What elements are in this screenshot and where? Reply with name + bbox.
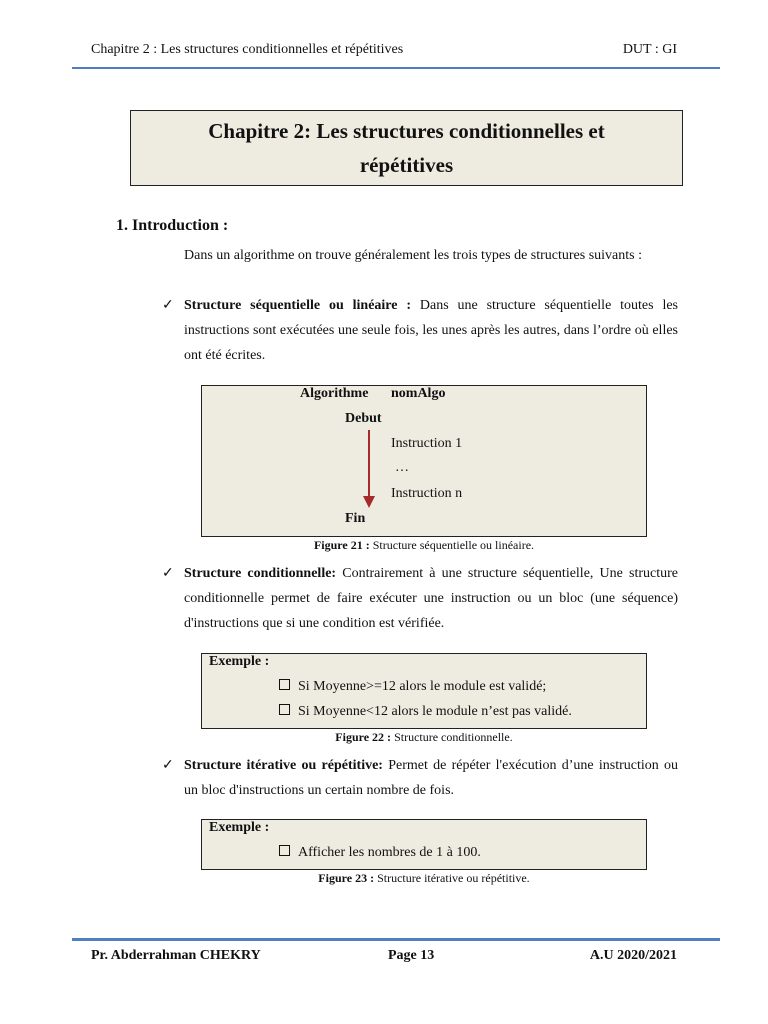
exemple-label: Exemple :: [209, 654, 270, 669]
example-item: Si Moyenne>=12 alors le module est validé;: [279, 679, 546, 695]
check-icon: ✓: [162, 566, 174, 581]
exemple-label: Exemple :: [209, 820, 270, 835]
checkbox-square-icon: [279, 845, 290, 856]
checkbox-square-icon: [279, 704, 290, 715]
algo-name: nomAlgo: [391, 386, 446, 401]
figure-21-caption: Figure 21 : Structure séquentielle ou linéaire.: [313, 538, 535, 552]
bullet-sequential-label: Structure séquentielle ou linéaire :: [184, 298, 412, 313]
running-header-program: DUT : GI: [622, 42, 677, 57]
example-item: Afficher les nombres de 1 à 100.: [279, 845, 481, 861]
bullet-conditional-label: Structure conditionnelle:: [184, 566, 337, 581]
chapter-title-line2: répétitives: [359, 153, 454, 177]
instruction-ellipsis: …: [395, 460, 409, 475]
figure-22-caption: Figure 22 : Structure conditionnelle.: [335, 730, 513, 744]
bullet-sequential-text: Dans une structure séquentielle toutes les instructions sont exécutées une seule fois, les unes après les autres, dans l’ordre où elles ont été écrites.: [184, 298, 678, 363]
bullet-sequential: [184, 293, 678, 368]
section-heading: 1. Introduction :: [116, 217, 229, 234]
footer-rule: [72, 938, 720, 941]
figure-23-caption: Figure 23 : Structure itérative ou répétitive.: [318, 871, 530, 885]
fin-keyword: Fin: [345, 511, 366, 526]
figure-21-box: [201, 385, 647, 537]
bullet-iterative-text: Permet de répéter l'exécution d’une instruction ou un bloc d'instructions un certain nombre de fois.: [184, 758, 678, 798]
figure-22-box: [201, 653, 647, 729]
bullet-conditional: [184, 561, 678, 636]
footer-page-number: Page 13: [388, 948, 435, 963]
debut-keyword: Debut: [345, 411, 382, 426]
bullet-iterative-label: Structure itérative ou répétitive:: [184, 758, 383, 773]
header-rule: [72, 67, 720, 69]
check-icon: ✓: [162, 758, 174, 773]
example-item: Si Moyenne<12 alors le module n’est pas validé.: [279, 704, 572, 720]
chapter-title-box: [130, 110, 683, 186]
footer-author: Pr. Abderrahman CHEKRY: [91, 948, 261, 963]
bullet-iterative: [184, 753, 678, 803]
chapter-title-line1: Chapitre 2: Les structures conditionnelles et: [208, 119, 605, 143]
down-arrow-icon: [362, 430, 376, 510]
footer-academic-year: A.U 2020/2021: [589, 948, 677, 963]
algo-keyword: Algorithme: [300, 386, 369, 401]
check-icon: ✓: [162, 298, 174, 313]
checkbox-square-icon: [279, 679, 290, 690]
figure-23-box: [201, 819, 647, 870]
instruction-n: Instruction n: [391, 486, 463, 501]
instruction-1: Instruction 1: [391, 436, 463, 451]
bullet-conditional-text: Contrairement à une structure séquentielle, Une structure conditionnelle permet de faire exécuter une instruction ou un bloc (une séquence) d'instructions que si une condition est vérifiée.: [184, 566, 678, 631]
intro-paragraph: Dans un algorithme on trouve généralement les trois types de structures suivants :: [184, 248, 643, 263]
running-header-title: Chapitre 2 : Les structures conditionnelles et répétitives: [91, 42, 404, 57]
